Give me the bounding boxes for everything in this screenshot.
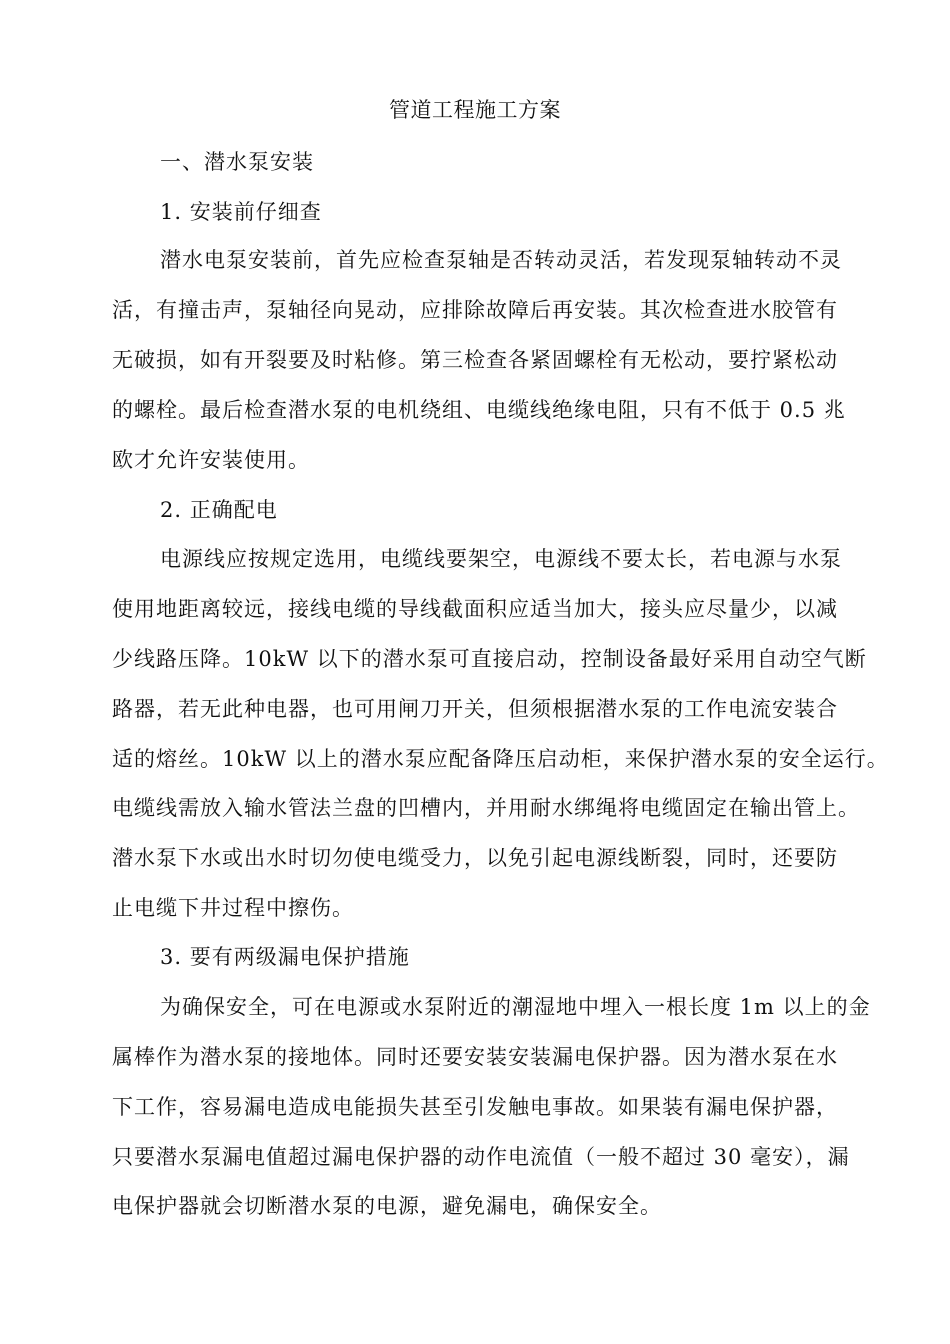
paragraph-line: 少线路压降。10kW 以下的潜水泵可直接启动，控制设备最好采用自动空气断 bbox=[112, 647, 867, 671]
paragraph-line: 只要潜水泵漏电值超过漏电保护器的动作电流值（一般不超过 30 毫安），漏 bbox=[112, 1145, 850, 1169]
paragraph-line: 无破损，如有开裂要及时粘修。第三检查各紧固螺栓有无松动，要拧紧松动 bbox=[112, 348, 838, 372]
paragraph-line: 适的熔丝。10kW 以上的潜水泵应配备降压启动柜，来保护潜水泵的安全运行。 bbox=[112, 747, 889, 771]
paragraph-line: 路器，若无此种电器，也可用闸刀开关，但须根据潜水泵的工作电流安装合 bbox=[112, 697, 838, 721]
paragraph-line: 电保护器就会切断潜水泵的电源，避免漏电，确保安全。 bbox=[112, 1194, 662, 1218]
paragraph-line: 的螺栓。最后检查潜水泵的电机绕组、电缆线绝缘电阻，只有不低于 0.5 兆 bbox=[112, 398, 846, 422]
document-title: 管道工程施工方案 bbox=[389, 98, 561, 122]
paragraph-line: 止电缆下井过程中擦伤。 bbox=[112, 896, 354, 920]
paragraph-line: 为确保安全，可在电源或水泵附近的潮湿地中埋入一根长度 1m 以上的金 bbox=[160, 995, 871, 1019]
item-heading-1: 1. 安装前仔细查 bbox=[160, 200, 322, 224]
paragraph-line: 属棒作为潜水泵的接地体。同时还要安装安装漏电保护器。因为潜水泵在水 bbox=[112, 1045, 838, 1069]
paragraph-line: 潜水电泵安装前，首先应检查泵轴是否转动灵活，若发现泵轴转动不灵 bbox=[160, 248, 842, 272]
paragraph-line: 欧才允许安装使用。 bbox=[112, 448, 310, 472]
paragraph-line: 电源线应按规定选用，电缆线要架空，电源线不要太长，若电源与水泵 bbox=[160, 547, 842, 571]
paragraph-line: 下工作，容易漏电造成电能损失甚至引发触电事故。如果装有漏电保护器， bbox=[112, 1095, 838, 1119]
item-heading-3: 3. 要有两级漏电保护措施 bbox=[160, 945, 410, 969]
item-heading-2: 2. 正确配电 bbox=[160, 498, 278, 522]
paragraph-line: 潜水泵下水或出水时切勿使电缆受力，以免引起电源线断裂，同时，还要防 bbox=[112, 846, 838, 870]
section-heading: 一、潜水泵安装 bbox=[160, 150, 314, 174]
paragraph-line: 活，有撞击声，泵轴径向晃动，应排除故障后再安装。其次检查进水胶管有 bbox=[112, 298, 838, 322]
paragraph-line: 电缆线需放入输水管法兰盘的凹槽内，并用耐水绑绳将电缆固定在输出管上。 bbox=[112, 796, 860, 820]
paragraph-line: 使用地距离较远，接线电缆的导线截面积应适当加大，接头应尽量少，以减 bbox=[112, 597, 838, 621]
